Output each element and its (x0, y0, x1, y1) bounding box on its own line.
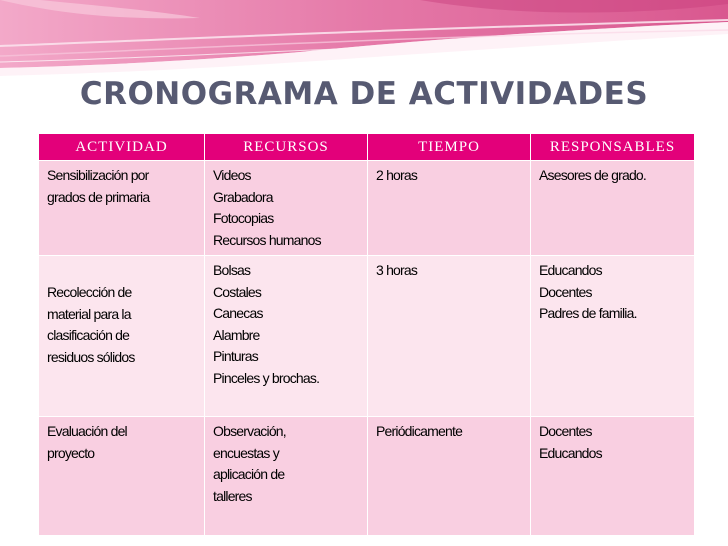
cell-line: Asesores de grado. (539, 167, 647, 183)
cell-line: Padres de familia. (539, 305, 637, 321)
cell-line: Grabadora (213, 188, 273, 205)
cell-line: Educandos (539, 444, 602, 461)
cell-line: Sensibilización por (47, 167, 149, 183)
cell-line: clasificación de (47, 327, 130, 343)
cell-line: Periódicamente (376, 423, 463, 439)
cell-responsables (531, 161, 695, 256)
decorative-banner (0, 0, 728, 80)
cell-line: Docentes (539, 423, 592, 439)
cell-line: Recolección de (47, 284, 132, 300)
cell-line: encuestas y (213, 444, 279, 461)
cell-line: grados de primaria (47, 188, 150, 205)
table-row (39, 417, 695, 536)
cell-line: Fotocopias (213, 210, 274, 226)
cell-actividad (39, 161, 205, 256)
header-recursos: RECURSOS (205, 134, 368, 161)
cell-line: proyecto (47, 444, 95, 461)
cell-recursos (205, 256, 368, 417)
cell-line: aplicación de (213, 466, 285, 482)
cell-line: Videos (213, 167, 251, 183)
header-responsables: RESPONSABLES (531, 134, 695, 161)
header-tiempo: TIEMPO (368, 134, 531, 161)
cell-line: Canecas (213, 305, 263, 321)
cell-line: 2 horas (376, 167, 418, 183)
cell-line: residuos sólidos (47, 348, 135, 365)
cell-line: Alambre (213, 326, 260, 343)
cell-line: Recursos humanos (213, 231, 321, 248)
cell-tiempo (368, 256, 531, 417)
table-row (39, 161, 695, 256)
table-header-row (39, 134, 695, 161)
cell-recursos (205, 417, 368, 536)
cell-responsables (531, 417, 695, 536)
cell-responsables (531, 256, 695, 417)
cell-line: Costales (213, 283, 262, 300)
cell-line: Pinceles y brochas. (213, 369, 320, 386)
cell-line: Bolsas (213, 262, 251, 278)
cell-line: Evaluación del (47, 423, 127, 439)
page-title: CRONOGRAMA DE ACTIVIDADES (79, 76, 649, 112)
table-row (39, 256, 695, 417)
cell-actividad (39, 417, 205, 536)
cell-tiempo (368, 417, 531, 536)
cell-line: Pinturas (213, 348, 258, 364)
schedule-table (38, 133, 695, 536)
cell-line: Docentes (539, 283, 592, 300)
cell-line: 3 horas (376, 262, 418, 278)
cell-line: Observación, (213, 423, 286, 439)
header-actividad: ACTIVIDAD (39, 134, 205, 161)
cell-line: Educandos (539, 262, 602, 278)
cell-actividad (39, 256, 205, 417)
cell-tiempo (368, 161, 531, 256)
cell-line: talleres (213, 487, 252, 504)
cell-line: material para la (47, 305, 131, 322)
cell-recursos (205, 161, 368, 256)
